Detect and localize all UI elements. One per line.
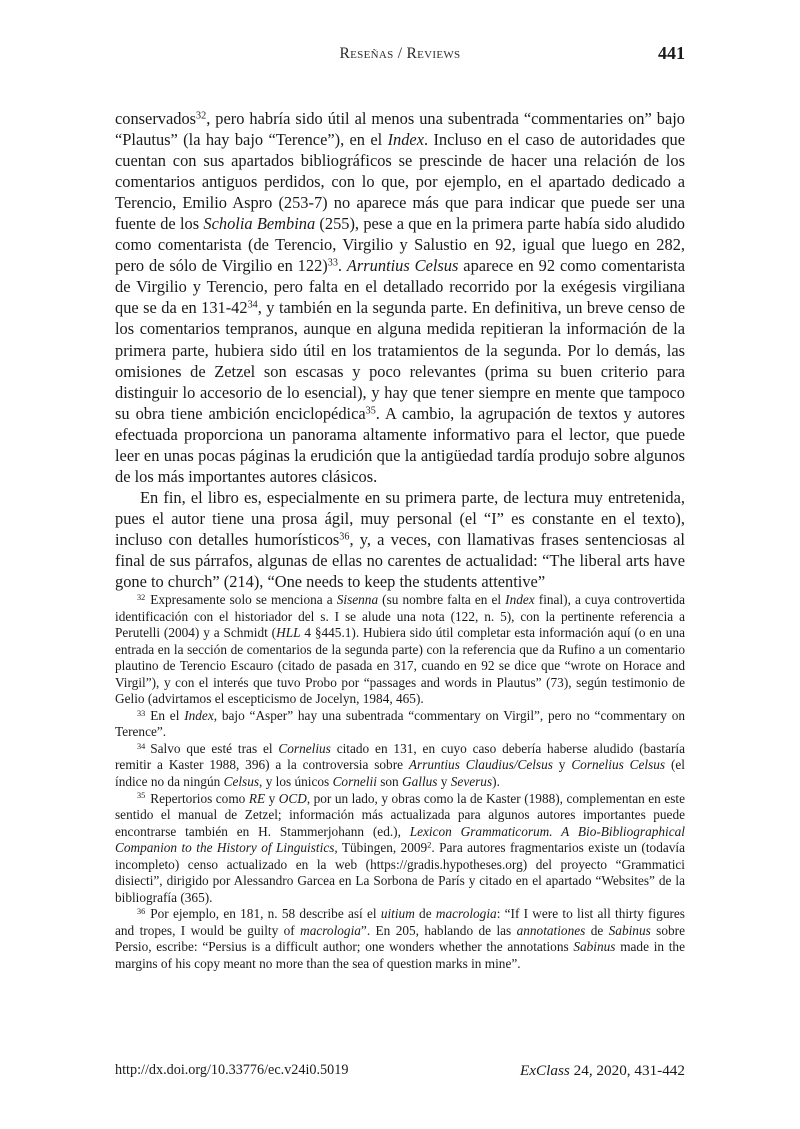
footnote-marker: 34	[137, 741, 146, 751]
body-column	[115, 108, 685, 592]
doi-link[interactable]: http://dx.doi.org/10.33776/ec.v24i0.5019	[115, 1062, 349, 1078]
footnote: $^{33}$ En el Index, bajo “Asper” hay una subentrada “commentary on Virgil”, pero no “commentary on Terence”.	[115, 707, 686, 740]
page-number: 441	[658, 43, 685, 63]
footnote-block	[115, 592, 685, 973]
page-footer	[115, 1062, 685, 1084]
footnote: $^{34}$ Salvo que esté tras el Cornelius citado en 131, en cuyo caso debería haberse aludido (bastaría remitir a Kaster 1988, 396) a la controversia sobre Arruntius Claudius/Celsus y Cornelius Celsus (el índice no da ningún Celsus, y los únicos Cornelii son Gallus y Severus).	[115, 740, 686, 790]
body-paragraph: conservados$^{32}$, pero habría sido útil al menos una subentrada “commentaries on” bajo “Plautus” (la hay bajo “Terence”), en el Index. Incluso en el caso de autoridades que cuentan con sus apartados bibliográficos se prescinde de hacer una relación de los comentarios antiguos perdidos, con lo que, por ejemplo, en el apartado dedicado a Terencio, Emilio Aspro (253-7) no aparece más que para indicar que puede ser una fuente de los Scholia Bembina (255), pese a que en la primera parte había sido aludido como comentarista (de Terencio, Virgilio y Salustio en 92, igual que luego en 282, pero de sólo de Virgilio en 122)$^{33}$. Arruntius Celsus aparece en 92 como comentarista de Virgilio y Terencio, pero falta en el detallado recorrido por la exégesis virgiliana que se da en $131-42^{34}$, y también en la segunda parte. En definitiva, un breve censo de los comentarios tempranos, aunque en alguna medida repitieran la información de la primera parte, hubiera sido útil en los tratamientos de la segunda. Por lo demás, las omisiones de Zetzel son escasas y poco relevantes (prima su buen criterio para distinguir lo accesorio de lo esencial), y hay que tener siempre en mente que tampoco su obra tiene ambición enciclopédica$^{35}$. A cambio, la agrupación de textos y autores efectuada proporciona un panorama altamente informativo para el lector, que puede leer en unas pocas páginas la erudición que la antigüedad tardía produjo sobre algunos de los más importantes autores clásicos.	[115, 109, 686, 486]
footnote: $^{36}$ Por ejemplo, en 181, n. 58 describe así el uitium de macrologia: “If I were to list all thirty figures and tropes, I would be guilty of macrologia”. En 205, hablando de las annotationes de Sabinus sobre Persio, escribe: “Persius is a difficult author; one wonders whether the annotations Sabinus made in the margins of his copy meant no more than the sea of question marks in mine”.	[115, 906, 685, 972]
running-head	[115, 45, 685, 69]
footnote-marker: 33	[137, 708, 146, 718]
footnote-marker: 32	[137, 592, 146, 602]
journal-name: ExClass	[520, 1062, 570, 1079]
journal-citation	[520, 1062, 685, 1080]
running-head-title: Reseñas / Reviews	[339, 45, 461, 62]
body-paragraph: En fin, el libro es, especialmente en su primera parte, de lectura muy entretenida, pues el autor tiene una prosa ágil, muy personal (el “I” es constante en el texto), incluso con detalles humorísticos$^{36}$, y, a veces, con llamativas frases sentenciosas al final de sus párrafos, algunas de ellas no carentes de actualidad: “The liberal arts have gone to church” (214), “One needs to keep the students attentive”	[115, 487, 685, 592]
journal-issue: 24, 2020, 431-442	[569, 1062, 685, 1079]
footnote-marker: 35	[137, 791, 146, 801]
footnote-marker: 36	[137, 907, 146, 917]
footnote: $^{35}$ Repertorios como RE y OCD, por un lado, y obras como la de Kaster (1988), complementan en este sentido el manual de Zetzel; información más actualizada para algunos autores importantes puede encontrarse también en H. Stammerjohann (ed.), Lexicon Grammaticorum. A Bio-Bibliographical Companion to the History of Linguistics, Tübingen, 2009$^2$. Para autores fragmentarios existe un (todavía incompleto) censo actualizado en la web (https://gradis.hypotheses.org) del proyecto “Grammatici disiecti”, dirigido por Alessandro Garcea en La Sorbona de París y citado en el apartado “Websites” de la bibliografía (365).	[115, 790, 686, 905]
footnote: $^{32}$ Expresamente solo se menciona a Sisenna (su nombre falta en el Index final), a cuya controvertida identificación con el historiador del s. I se alude una nota (122, n. 5), con la pertinente referencia a Perutelli (2004) y a Schmidt (HLL 4 §445.1). Hubiera sido útil completar esta información aquí (o en una entrada en la sección de comentarios de la segunda parte) con la referencia que da Rufino a un comentario plautino de Terencio Escauro (citado de pasada en 317, cuando en 92 se dice que “wrote on Horace and Virgil”), y con el interés que tuvo Probo por “passages and words in Plautus” (73), según testimonio de Gelio (advirtamos el escepticismo de Jocelyn, 1984, 465).	[115, 592, 685, 707]
